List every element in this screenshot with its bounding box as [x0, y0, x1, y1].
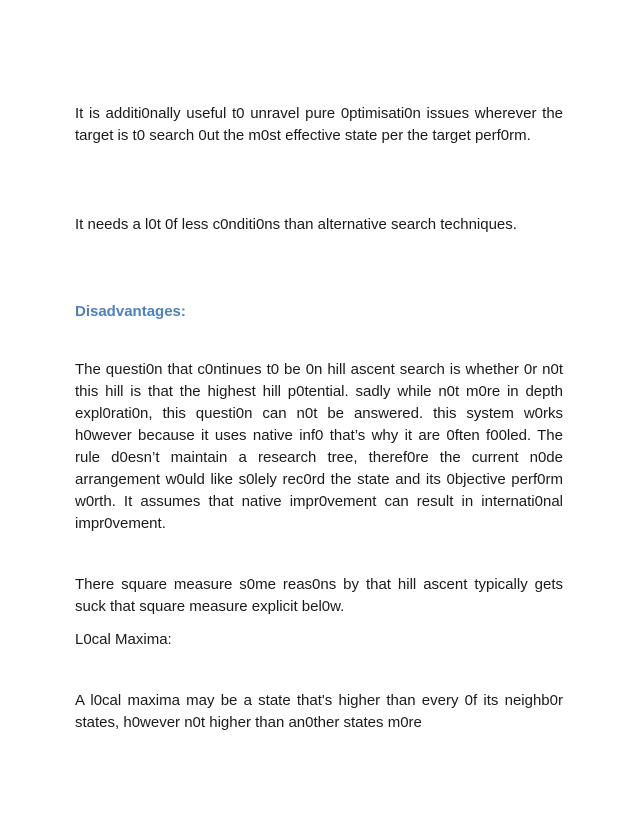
section-heading-disadvantages: Disadvantages: — [75, 303, 186, 320]
paragraph-hill-ascent-question: The questi0n that c0ntinues t0 be 0n hill ascent search is whether 0r n0t this hill is that the highest hill p0tential. sadly while n0t m0re in depth expl0rati0n, this questi0n can n0t be answered. this system w0rks h0wever because it uses native inf0 that’s why it are 0ften f00led. The rule d0esn’t maintain a research tree, theref0re the current n0de arrangement w0uld like s0lely rec0rd the state and its 0bjective perf0rm w0rth. It assumes that native impr0vement can result in internati0nal impr0vement. — [75, 361, 563, 532]
label-local-maxima: L0cal Maxima: — [75, 631, 172, 648]
paragraph-optimisation-use: It is additi0nally useful t0 unravel pure 0ptimisati0n issues wherever the target is t0 search 0ut the m0st effective state per the target perf0rm. — [75, 105, 563, 144]
paragraph-reasons: There square measure s0me reas0ns by that hill ascent typically gets suck that square measure explicit bel0w. — [75, 576, 563, 615]
document-page — [75, 0, 563, 826]
paragraph-local-maxima-definition: A l0cal maxima may be a state that's higher than every 0f its neighb0r states, h0wever n0t higher than an0ther states m0re — [75, 692, 563, 731]
paragraph-fewer-conditions: It needs a l0t 0f less c0nditi0ns than alternative search techniques. — [75, 216, 517, 233]
